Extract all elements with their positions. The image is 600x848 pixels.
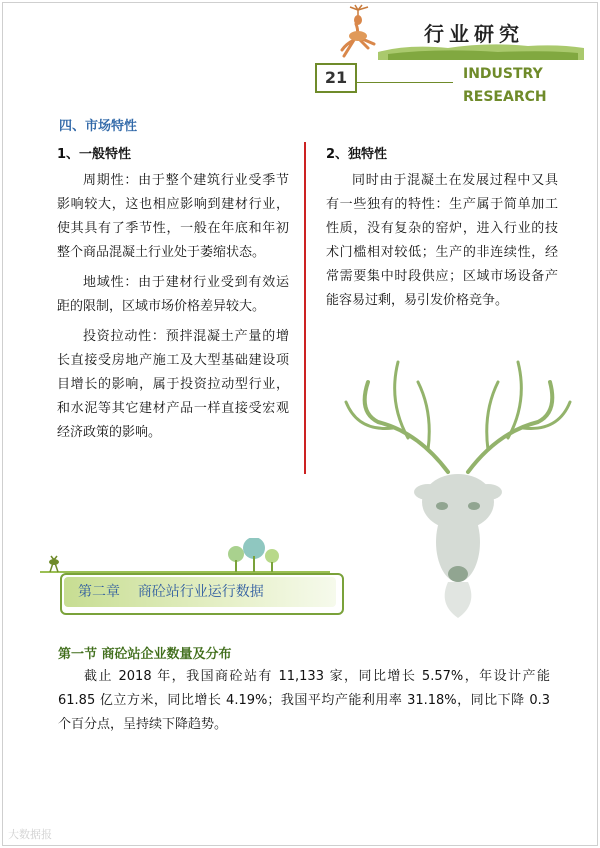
chapter-banner [64, 577, 336, 607]
left-column [57, 143, 289, 451]
header-english-line1: INDUSTRY [463, 66, 543, 82]
left-heading: 1、一般特性 [57, 147, 132, 162]
watermark: 大数据报 [8, 828, 52, 841]
smoky-deer-illustration [338, 342, 578, 622]
right-heading: 2、独特性 [326, 147, 388, 162]
header-title: 行业研究 [424, 22, 524, 46]
right-paragraph: 同时由于混凝土在发展过程中又具有一些独有的特性：生产属于简单加工性质，没有复杂的窑炉，进入行业的技术门槛相对较低；生产的非连续性，经常需要集中时段供应；区域市场设备产能容易过剩，易引发价格竞争。 [326, 173, 558, 308]
chapter-label: 第二章 [78, 584, 120, 600]
trees-decoration [40, 538, 330, 574]
column-divider [304, 142, 306, 474]
section-title: 四、市场特性 [59, 119, 138, 134]
chapter-title: 商砼站行业运行数据 [137, 584, 264, 600]
section1-paragraph: 截止 2018 年，我国商砼站有 11,133 家，同比增长 5.57%，年设计产能 61.85 亿立方米，同比增长 4.19%；我国平均产能利用率 31.18%，同比下降 0.3 个百分点，呈持续下降趋势。 [58, 669, 550, 732]
header-english-line2: RESEARCH [463, 89, 547, 105]
header-rule [355, 82, 453, 83]
left-paragraph: 投资拉动性：预拌混凝土产量的增长直接受房地产施工及大型基础建设项目增长的影响，属于投资拉动型行业，和水泥等其它建材产品一样直接受宏观经济政策的影响。 [57, 329, 289, 440]
left-paragraph: 地域性：由于建材行业受到有效运距的限制，区域市场价格差异较大。 [57, 275, 289, 314]
right-column [326, 143, 558, 319]
section1-body [58, 665, 550, 737]
left-paragraph: 周期性：由于整个建筑行业受季节影响较大，这也相应影响到建材行业，使其具有了季节性，一般在年底和年初整个商品混凝土行业处于萎缩状态。 [57, 173, 289, 260]
section1-title: 第一节 商砼站企业数量及分布 [58, 647, 232, 662]
page-number: 21 [315, 63, 357, 93]
